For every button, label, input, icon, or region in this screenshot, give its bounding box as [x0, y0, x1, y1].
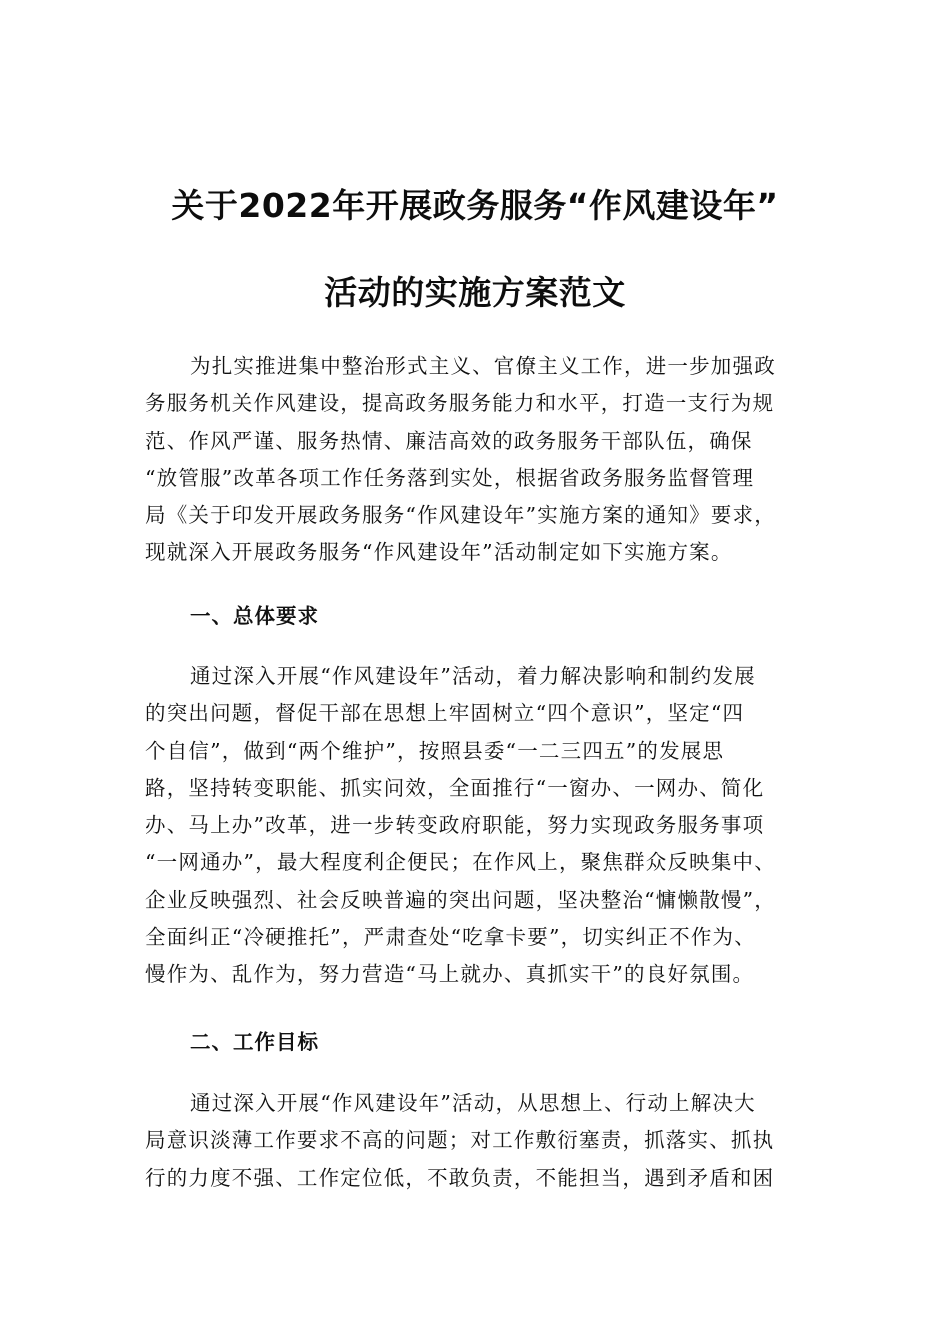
paragraph-line: 的突出问题，督促干部在思想上牢固树立“四个意识”，坚定“四: [145, 701, 745, 726]
paragraph-line: 范、作风严谨、服务热情、廉洁高效的政务服务干部队伍，确保: [145, 428, 753, 453]
section-heading-2: 二、工作目标: [190, 1030, 319, 1054]
section-2-paragraph: [145, 1085, 825, 1197]
section-1-paragraph: [145, 658, 825, 994]
section-heading-1: 一、总体要求: [190, 604, 319, 628]
paragraph-line: 企业反映强烈、社会反映普遍的突出问题，坚决整治“慵懒散慢”，: [145, 887, 776, 912]
paragraph-line: 局意识淡薄工作要求不高的问题；对工作敷衍塞责，抓落实、抓执: [145, 1128, 775, 1153]
document-title-line-2: 活动的实施方案范文: [324, 273, 626, 312]
paragraph-line: 个自信”，做到“两个维护”，按照县委“一二三四五”的发展思: [145, 738, 725, 763]
document-title-line-1: 关于2022年开展政务服务“作风建设年”: [171, 186, 779, 225]
paragraph-line: “放管服”改革各项工作任务落到实处，根据省政务服务监督管理: [145, 465, 755, 490]
paragraph-line: 慢作为、乱作为，努力营造“马上就办、真抓实干”的良好氛围。: [145, 962, 755, 987]
paragraph-line: 路，坚持转变职能、抓实问效，全面推行“一窗办、一网办、简化: [145, 775, 765, 800]
paragraph-line: 通过深入开展“作风建设年”活动，着力解决影响和制约发展: [190, 664, 756, 688]
paragraph-line: 务服务机关作风建设，提高政务服务能力和水平，打造一支行为规: [145, 391, 775, 416]
paragraph-line: 办、马上办”改革，进一步转变政府职能，努力实现政务服务事项: [145, 813, 765, 838]
paragraph-line: 局《关于印发开展政务服务“作风建设年”实施方案的通知》要求，: [145, 503, 776, 528]
paragraph-line: “一网通办”，最大程度利企便民；在作风上，聚焦群众反映集中、: [145, 850, 776, 875]
paragraph-line: 全面纠正“冷硬推托”，严肃查处“吃拿卡要”，切实纠正不作为、: [145, 925, 756, 950]
paragraph-line: 为扎实推进集中整治形式主义、官僚主义工作，进一步加强政: [190, 354, 776, 378]
intro-paragraph: [145, 348, 825, 572]
paragraph-line: 通过深入开展“作风建设年”活动，从思想上、行动上解决大: [190, 1091, 756, 1115]
paragraph-line: 行的力度不强、工作定位低，不敢负责，不能担当，遇到矛盾和困: [145, 1165, 775, 1190]
paragraph-line: 现就深入开展政务服务“作风建设年”活动制定如下实施方案。: [145, 540, 733, 565]
